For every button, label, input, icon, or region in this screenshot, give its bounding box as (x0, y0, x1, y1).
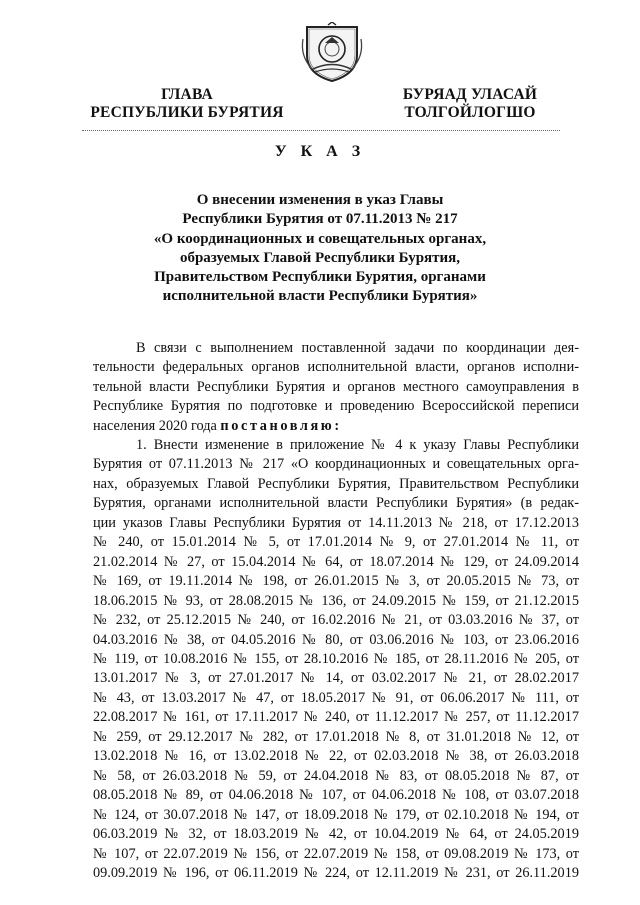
org-right-line-1: БУРЯАД УЛАСАЙ (402, 86, 538, 103)
heading-line: Правительством Республики Бурятия, органами (154, 269, 486, 286)
preamble-paragraph (93, 339, 579, 436)
body-line: Бурятия, органами исполнительной власти Республики Бурятия» (в редак- (93, 495, 579, 512)
body-line: № 124, от 30.07.2018 № 147, от 18.09.2018 № 179, от 02.10.2018 № 194, от (93, 806, 579, 823)
body-line: № 43, от 13.03.2017 № 47, от 18.05.2017 № 91, от 06.06.2017 № 111, от (93, 689, 579, 706)
org-left-line-1: ГЛАВА (161, 86, 213, 103)
body-line: Бурятия от 07.11.2013 № 217 «О координационных и совещательных орга- (93, 456, 579, 473)
body-line: 08.05.2018 № 89, от 04.06.2018 № 107, от 04.06.2018 № 108, от 03.07.2018 (93, 787, 579, 804)
document-type: У К А З (274, 143, 366, 160)
body-line: № 232, от 25.12.2015 № 240, от 16.02.2016 № 21, от 03.03.2016 № 37, от (93, 612, 579, 629)
body-line: № 119, от 10.08.2016 № 155, от 28.10.2016 № 185, от 28.11.2016 № 205, от (93, 650, 579, 667)
body-line-last (93, 417, 579, 436)
body-line: № 169, от 19.11.2014 № 198, от 26.01.2015 № 3, от 20.05.2015 № 73, от (93, 573, 579, 590)
body-line: тельности федеральных органов исполнительной власти, органов исполни- (93, 359, 579, 376)
body-line: 22.08.2017 № 161, от 17.11.2017 № 240, от 11.12.2017 № 257, от 11.12.2017 (93, 709, 579, 726)
heading-line: Республики Бурятия от 07.11.2013 № 217 (182, 211, 458, 228)
body-line: В связи с выполнением поставленной задачи по координации дея- (136, 340, 579, 356)
org-right-line-2: ТОЛГОЙЛОГШО (404, 104, 536, 121)
heading-line: «О координационных и совещательных органах, (153, 230, 487, 247)
body-line: № 240, от 15.01.2014 № 5, от 17.01.2014 № 9, от 27.01.2014 № 11, от (93, 534, 579, 551)
body-line: № 107, от 22.07.2019 № 156, от 22.07.2019 № 158, от 09.08.2019 № 173, от (93, 845, 579, 862)
item-1-paragraph (93, 436, 579, 883)
body-line: 09.09.2019 № 196, от 06.11.2019 № 224, от 12.11.2019 № 231, от 26.11.2019 (93, 864, 579, 881)
body-line: ции указов Главы Республики Бурятия от 14.11.2013 № 218, от 17.12.2013 (93, 514, 579, 531)
coat-of-arms-icon (299, 22, 365, 84)
body-line: 21.02.2014 № 27, от 15.04.2014 № 64, от 18.07.2014 № 129, от 24.09.2014 (93, 553, 579, 570)
body-line: Республике Бурятия по подготовке и проведению Всероссийской переписи (93, 398, 579, 415)
body-line: 06.03.2019 № 32, от 18.03.2019 № 42, от 10.04.2019 № 64, от 24.05.2019 (93, 826, 579, 843)
decree-word: постановляю: (220, 417, 342, 434)
heading-line: образуемых Главой Республики Бурятия, (179, 249, 461, 266)
body-line: 1. Внести изменение в приложение № 4 к указу Главы Республики (136, 437, 579, 453)
body-text: населения 2020 года (93, 417, 221, 434)
body-line: 04.03.2016 № 38, от 04.05.2016 № 80, от 03.06.2016 № 103, от 23.06.2016 (93, 631, 579, 648)
org-title-right (380, 86, 560, 122)
body-line: № 58, от 26.03.2018 № 59, от 24.04.2018 № 83, от 08.05.2018 № 87, от (93, 767, 579, 784)
body-line: 13.02.2018 № 16, от 13.02.2018 № 22, от 02.03.2018 № 38, от 26.03.2018 (93, 748, 579, 765)
body-line: 18.06.2015 № 93, от 28.08.2015 № 136, от 24.09.2015 № 159, от 21.12.2015 (93, 592, 579, 609)
org-left-line-2: РЕСПУБЛИКИ БУРЯТИЯ (90, 104, 284, 121)
body-line: тельной власти Республики Бурятия и органов местного самоуправления в (93, 378, 579, 395)
heading-line: исполнительной власти Республики Бурятия» (162, 288, 478, 305)
header-divider (82, 130, 560, 131)
body-line: 13.01.2017 № 3, от 27.01.2017 № 14, от 03.02.2017 № 21, от 28.02.2017 (93, 670, 579, 687)
body-line: № 259, от 29.12.2017 № 282, от 17.01.2018 № 8, от 31.01.2018 № 12, от (93, 728, 579, 745)
document-heading (130, 191, 510, 307)
body-line: нах, образуемых Главой Республики Бурятия, Правительством Республики (93, 475, 579, 492)
heading-line: О внесении изменения в указ Главы (196, 192, 444, 208)
org-title-left (82, 86, 292, 122)
